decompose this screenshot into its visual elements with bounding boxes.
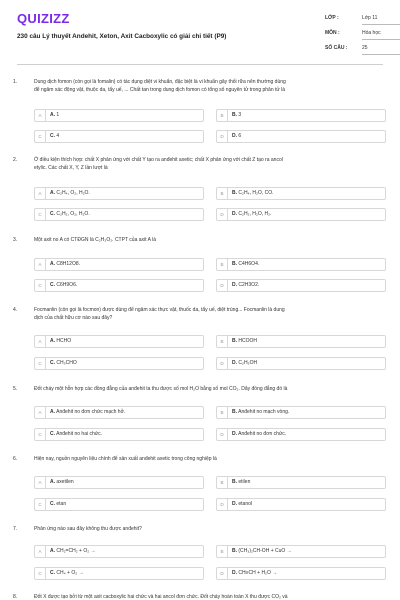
question-number: 5.: [13, 386, 18, 392]
option-a[interactable]: A A. HCHO: [34, 335, 204, 348]
option-c[interactable]: C C. etan: [34, 498, 204, 511]
option-letter: D: [217, 358, 228, 369]
option-letter: A: [35, 546, 46, 557]
question-number: 1.: [13, 79, 18, 85]
option-letter: C: [35, 568, 46, 579]
option-letter: B: [217, 110, 228, 121]
option-a[interactable]: A A. Anđehit no đơn chức mạch hở.: [34, 406, 204, 419]
option-letter: B: [217, 336, 228, 347]
option-b[interactable]: B B. etilen: [216, 476, 386, 489]
option-letter: C: [35, 209, 46, 220]
question-text: Đốt cháy một hỗn hợp các đồng đẳng của anđehit ta thu được số mol H₂O bằng số mol CO₂. Dãy đồng đẳng đó là: [34, 386, 288, 392]
option-c[interactable]: C C. C6H9O6.: [34, 279, 204, 292]
option-b[interactable]: B B. 3: [216, 109, 386, 122]
quizizz-logo: QUIZIZZ: [17, 11, 70, 26]
header-divider: [17, 64, 383, 65]
option-letter: A: [35, 336, 46, 347]
question-number: 7.: [13, 526, 18, 532]
option-letter: D: [217, 499, 228, 510]
meta-subject-value: Hóa học: [362, 30, 381, 36]
option-letter: B: [217, 546, 228, 557]
option-letter: C: [35, 280, 46, 291]
option-d[interactable]: D D. C₂H₂, H₂O, H₂.: [216, 208, 386, 221]
question-text: Hiện nay, nguồn nguyên liệu chính để sản xuất anđehit axetic trong công nghiệp là: [34, 456, 217, 462]
meta-count-value: 25: [362, 45, 368, 51]
option-b[interactable]: B B. (CH₃)₂CH-OH + CuO →: [216, 545, 386, 558]
question-number: 8.: [13, 594, 18, 600]
option-a[interactable]: A A. 1: [34, 109, 204, 122]
worksheet-header: [0, 0, 400, 64]
question-number: 3.: [13, 237, 18, 243]
meta-grade-label: LỚP :: [325, 15, 339, 21]
option-letter: A: [35, 259, 46, 270]
option-letter: C: [35, 131, 46, 142]
option-letter: B: [217, 188, 228, 199]
option-c[interactable]: C C. CH₄ + O₂ →: [34, 567, 204, 580]
option-letter: B: [217, 477, 228, 488]
option-letter: D: [217, 209, 228, 220]
option-d[interactable]: D D. C2H3O2.: [216, 279, 386, 292]
question-text: Đốt X được tạo bởi từ một axit cacboxylic hai chức và hai ancol đơn chức. Đốt cháy hoàn toàn X thu được CO₂ và: [34, 594, 288, 600]
option-letter: D: [217, 429, 228, 440]
option-letter: A: [35, 407, 46, 418]
option-d[interactable]: D D. 6: [216, 130, 386, 143]
option-d[interactable]: D D. etanol: [216, 498, 386, 511]
option-a[interactable]: A A. C₂H₄, O₂, H₂O.: [34, 187, 204, 200]
option-c[interactable]: C C. 4: [34, 130, 204, 143]
option-b[interactable]: B B. C₂H₄, H₂O, CO.: [216, 187, 386, 200]
option-d[interactable]: D D. C₂H₅OH: [216, 357, 386, 370]
option-letter: A: [35, 188, 46, 199]
option-b[interactable]: B B. Anđehit no mạch vòng.: [216, 406, 386, 419]
option-letter: C: [35, 358, 46, 369]
meta-count-label: SỐ CÂU :: [325, 45, 348, 51]
option-d[interactable]: D D. Anđehit no đơn chức.: [216, 428, 386, 441]
question-number: 2.: [13, 157, 18, 163]
option-letter: D: [217, 131, 228, 142]
question-text: Một axit no A có CTĐGN là C₂H₃O₂. CTPT của axit A là: [34, 237, 156, 243]
option-c[interactable]: C C. C₂H₂, O₂, H₂O.: [34, 208, 204, 221]
question-text: Dung dịch fomon (còn gọi là fomalin) có tác dụng diệt vi khuẩn, đặc biệt là vi khuẩn gây thối rữa nên thường dùng để ngâm xác động vật, thuộc da, tẩy uế, ... Chất tan trong dung dịch fomon có tổng số nguyên tử trong phân tử là: [34, 79, 286, 93]
option-c[interactable]: C C. Anđehit no hai chức.: [34, 428, 204, 441]
meta-grade-value: Lớp 11: [362, 15, 378, 21]
option-letter: B: [217, 259, 228, 270]
meta-subject-label: MÔN :: [325, 30, 340, 36]
option-letter: D: [217, 280, 228, 291]
worksheet-title: 230 câu Lý thuyết Andehit, Xeton, Axit Cacboxylic có giải chi tiết (P9): [17, 33, 227, 40]
question-text: Focmanlin (còn gọi là focmon) được dùng để ngâm xác thực vật, thuốc da, tẩy uế, diệt trùng... Focmanlin là dung dịch của chất hữu cơ nào sau đây?: [34, 307, 285, 321]
option-c[interactable]: C C. CH₃CHO: [34, 357, 204, 370]
question-text: Ở điều kiện thích hợp: chất X phản ứng với chất Y tạo ra anđehit axetic; chất X phản ứng với chất Z tạo ra ancol etylic. Các chất X, Y, Z lần lượt là: [34, 157, 283, 171]
question-text: Phản ứng nào sau đây không thu được anđehit?: [34, 526, 142, 532]
option-letter: A: [35, 110, 46, 121]
option-letter: B: [217, 407, 228, 418]
option-letter: D: [217, 568, 228, 579]
option-a[interactable]: A A. axetilen: [34, 476, 204, 489]
question-number: 4.: [13, 307, 18, 313]
option-b[interactable]: B B. C4H6O4.: [216, 258, 386, 271]
option-b[interactable]: B B. HCOOH: [216, 335, 386, 348]
option-letter: A: [35, 477, 46, 488]
option-letter: C: [35, 429, 46, 440]
question-number: 6.: [13, 456, 18, 462]
option-d[interactable]: D D. CH≡CH + H₂O →: [216, 567, 386, 580]
option-a[interactable]: A A. C8H12O8.: [34, 258, 204, 271]
option-a[interactable]: A A. CH₂=CH₂ + O₂ →: [34, 545, 204, 558]
option-letter: C: [35, 499, 46, 510]
